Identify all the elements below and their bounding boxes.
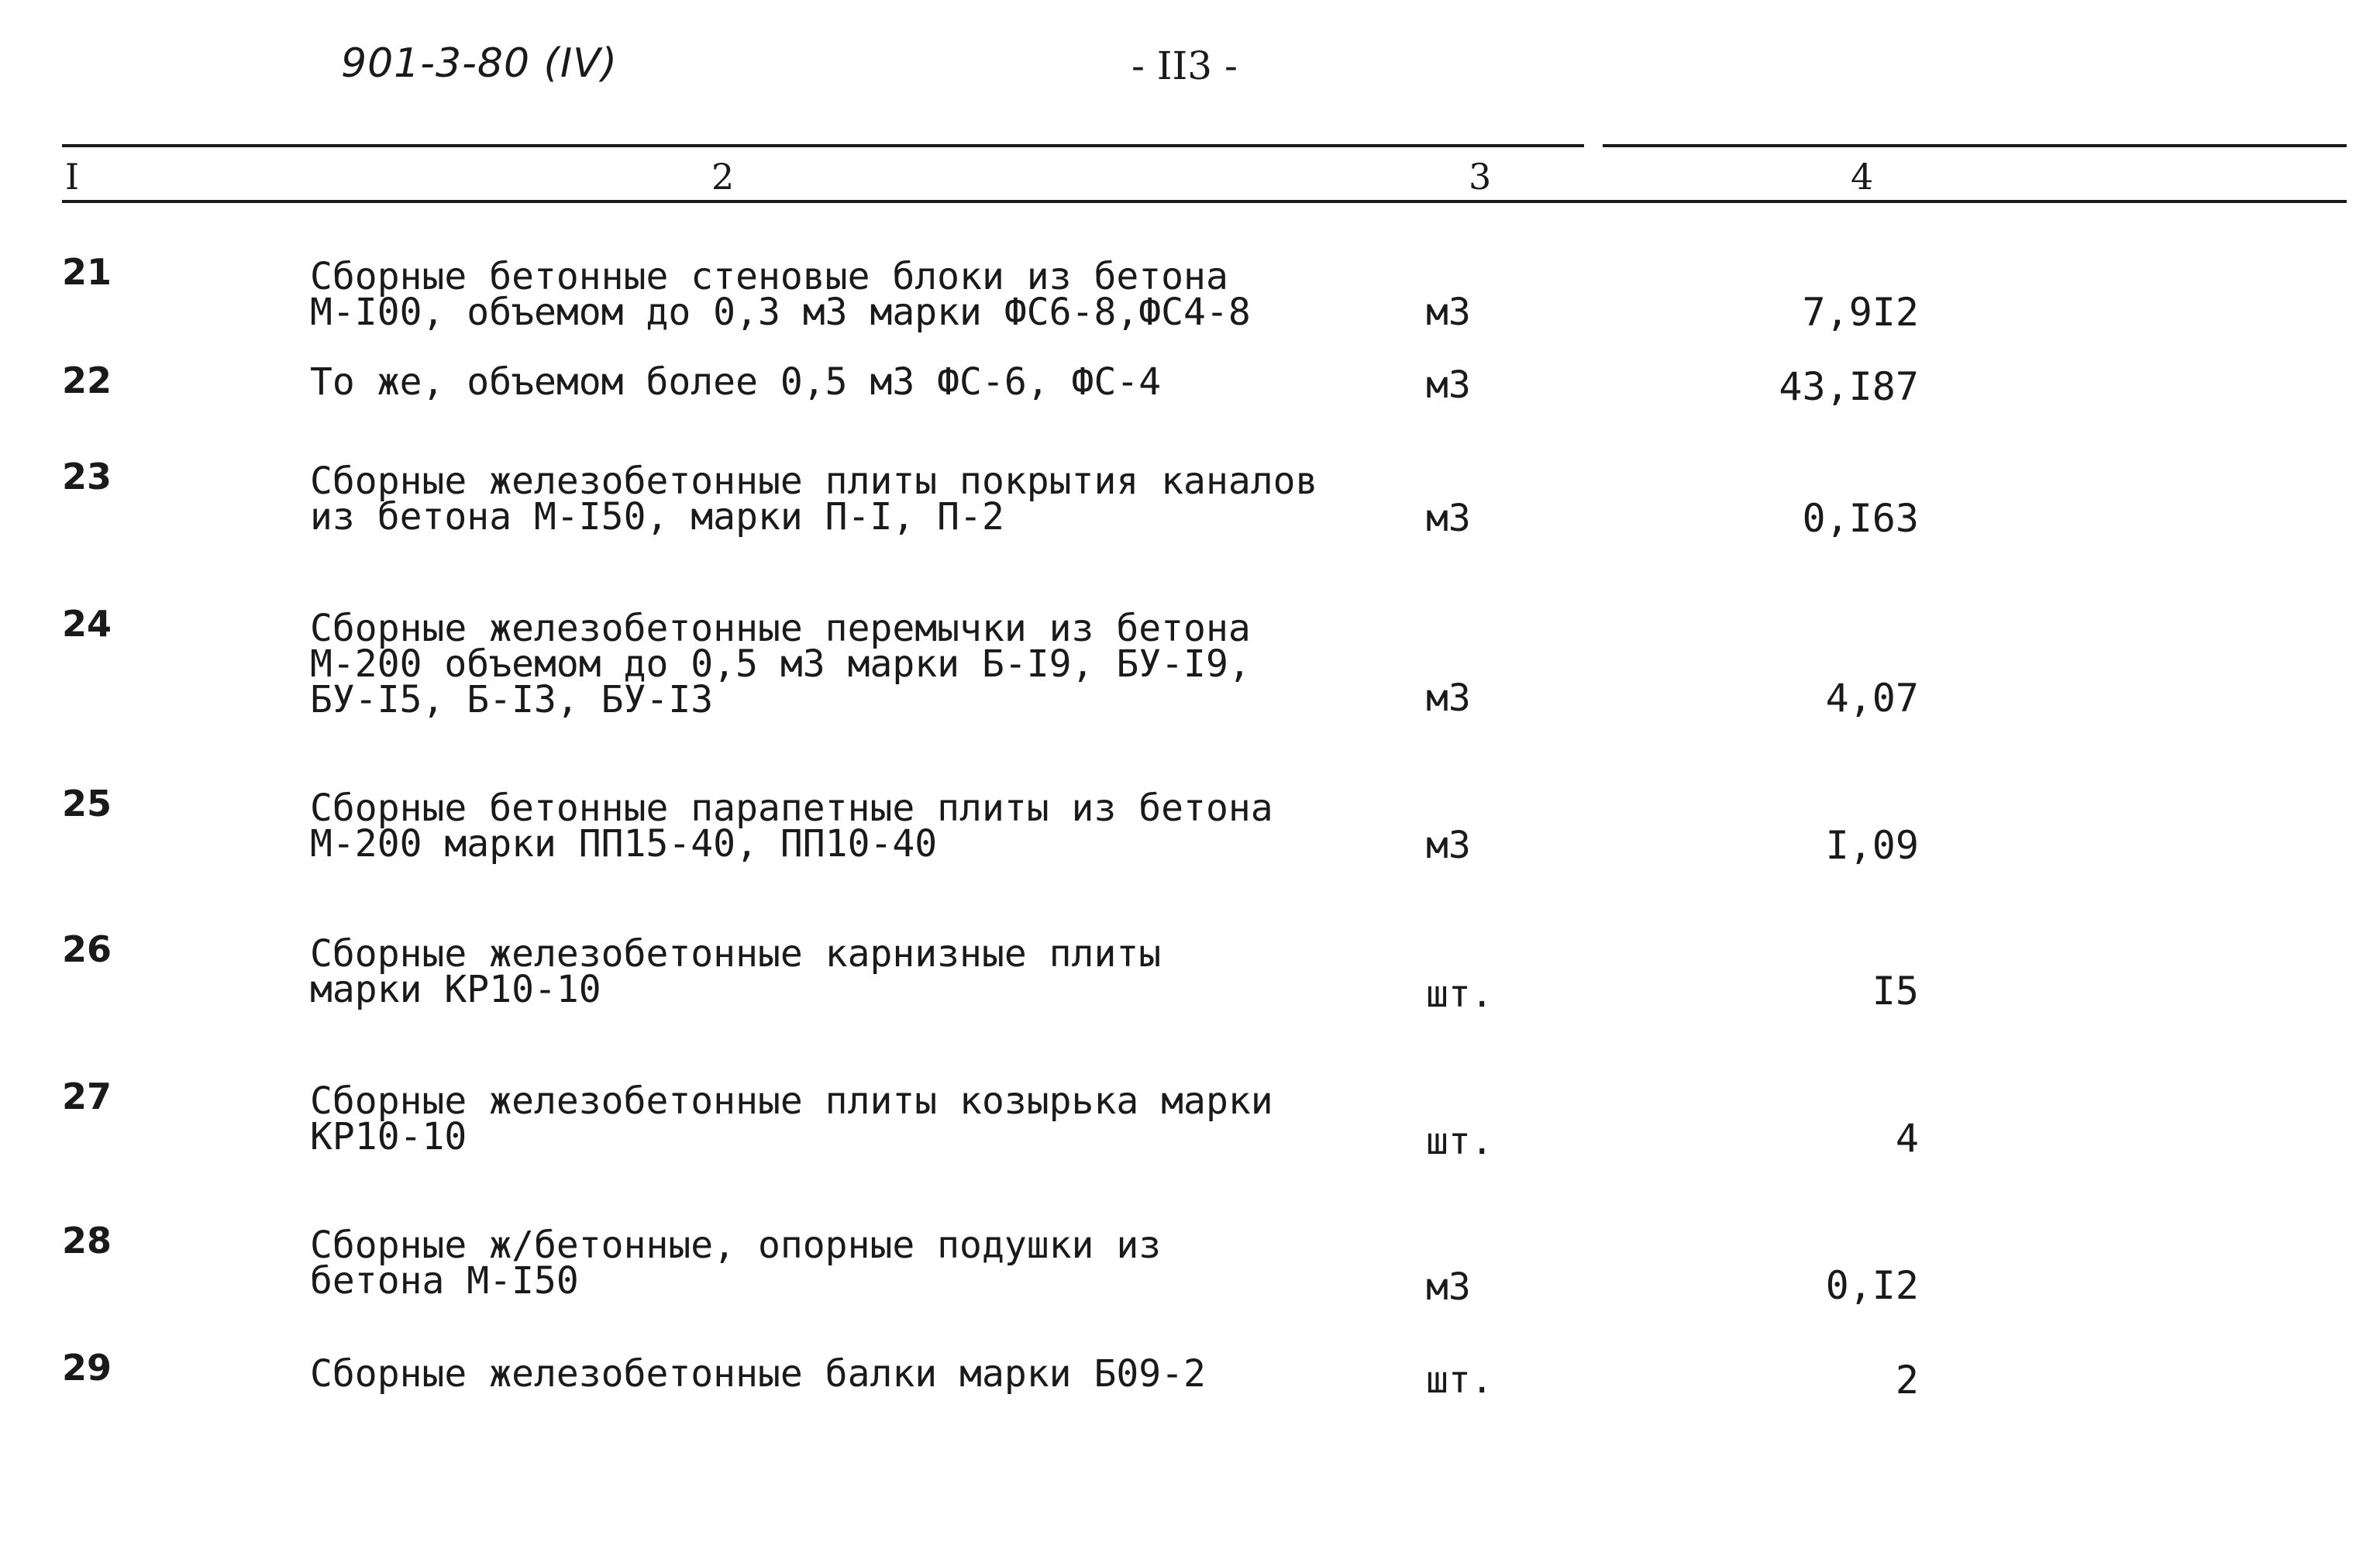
row-quantity: 0,I63	[1802, 496, 1919, 541]
row-quantity: I5	[1872, 969, 1919, 1014]
row-quantity: 4,07	[1825, 676, 1919, 721]
table-header-rule	[62, 200, 2347, 203]
row-number: 26	[62, 928, 112, 970]
row-unit: шт.	[1426, 1120, 1493, 1163]
table-top-rule-left	[62, 144, 1584, 147]
column-header-4: 4	[1851, 156, 1874, 198]
row-description: Сборные железобетонные карнизные плиты марки КР10-10	[310, 932, 1162, 1011]
column-header-1: I	[65, 156, 80, 198]
column-header-3: 3	[1469, 156, 1492, 198]
row-quantity: 4	[1895, 1116, 1919, 1161]
row-quantity: 2	[1895, 1358, 1919, 1403]
row-number: 21	[62, 251, 112, 293]
row-description: Сборные железобетонные балки марки Б09-2	[310, 1352, 1206, 1396]
row-unit: шт.	[1426, 972, 1493, 1016]
row-unit: м3	[1426, 1265, 1471, 1309]
row-description: Сборные железобетонные плиты покрытия каналов из бетона М-I50, марки П-I, П-2	[310, 460, 1318, 539]
row-description: Сборные ж/бетонные, опорные подушки из бетона М-I50	[310, 1224, 1162, 1303]
page-number: - II3 -	[1131, 43, 1238, 88]
row-number: 24	[62, 603, 112, 645]
row-number: 28	[62, 1220, 112, 1262]
row-description: Сборные бетонные стеновые блоки из бетона М-I00, объемом до 0,3 м3 марки ФС6-8,ФС4-8	[310, 255, 1251, 334]
row-number: 23	[62, 456, 112, 497]
row-number: 27	[62, 1076, 112, 1117]
row-unit: м3	[1426, 291, 1471, 334]
row-unit: шт.	[1426, 1358, 1493, 1402]
row-description: Сборные бетонные парапетные плиты из бетона М-200 марки ПП15-40, ПП10-40	[310, 787, 1273, 866]
row-quantity: I,09	[1825, 823, 1919, 868]
row-quantity: 43,I87	[1779, 364, 1919, 409]
row-number: 25	[62, 783, 112, 824]
row-number: 22	[62, 360, 112, 401]
row-number: 29	[62, 1347, 112, 1389]
row-unit: м3	[1426, 676, 1471, 720]
row-unit: м3	[1426, 497, 1471, 540]
row-unit: м3	[1426, 363, 1471, 407]
column-header-2: 2	[711, 156, 735, 198]
table-top-rule-right	[1603, 144, 2347, 147]
row-description: То же, объемом более 0,5 м3 ФС-6, ФС-4	[310, 360, 1162, 404]
row-quantity: 0,I2	[1825, 1263, 1919, 1308]
row-unit: м3	[1426, 824, 1471, 867]
document-code: 901-3-80 (IV)	[341, 40, 618, 87]
row-description: Сборные железобетонные плиты козырька марки КР10-10	[310, 1079, 1273, 1158]
row-quantity: 7,9I2	[1802, 290, 1919, 335]
row-description: Сборные железобетонные перемычки из бетона М-200 объемом до 0,5 м3 марки Б-I9, БУ-I9, БУ-I5, Б-I3, БУ-I3	[310, 607, 1251, 721]
